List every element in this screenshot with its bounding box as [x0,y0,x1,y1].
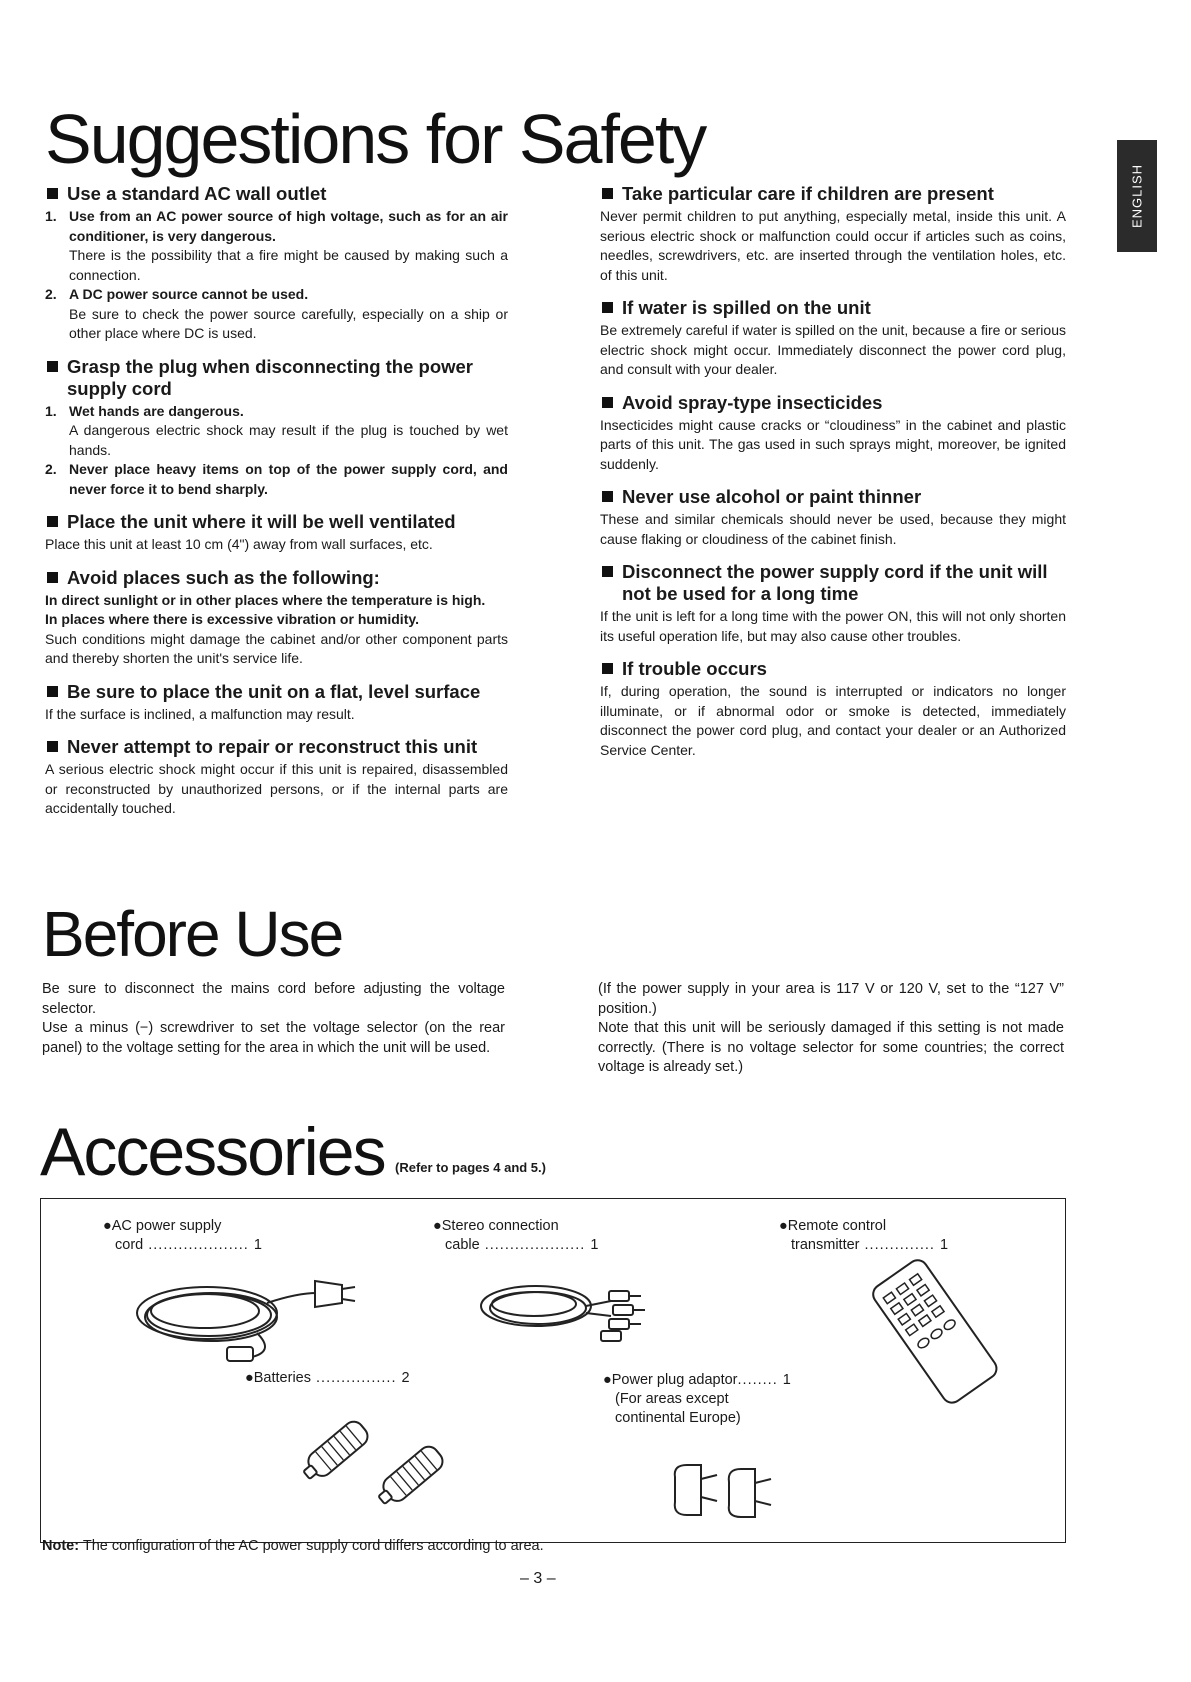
section-text: A serious electric shock might occur if this unit is repaired, disassembled or reconstructed by unauthorized persons, or if the internal parts are accidentally touched. [45,761,508,816]
section-heading: Use a standard AC wall outlet [45,183,508,205]
accessories-title: Accessories [40,1114,385,1190]
item-number: 1. [45,208,57,224]
list-item [45,402,508,422]
leader-dots: .............. [859,1237,940,1253]
safety-right-column [600,183,1066,772]
section-text: Never permit children to put anything, especially metal, inside this unit. A serious electric shock or malfunction could occur if articles such as coins, needles, screwdrivers, etc. are inserted through the ventilation holes, etc. of this unit. [600,208,1066,283]
accessories-box [40,1198,1066,1543]
leader-dots: ................ [310,1370,402,1386]
item-bold-text: Use from an AC power source of high voltage, such as for an air conditioner, is very dangerous. [69,208,508,244]
before-use-right [598,980,1064,1078]
section-text: These and similar chemicals should never be used, because they might cause flaking or cloudiness of the cabinet finish. [600,511,1066,547]
list-item [45,285,508,305]
note-text: The configuration of the AC power supply cord differs according to area. [82,1538,544,1554]
section-text: Place this unit at least 10 cm (4") away from wall surfaces, etc. [45,536,433,552]
section-heading: Avoid spray-type insecticides [600,392,1066,414]
item-text: There is the possibility that a fire might be caused by making such a connection. [69,247,508,283]
safety-section [600,392,1066,475]
section-text: Be extremely careful if water is spilled on the unit, because a fire or serious electric shock might occur. Immediately disconnect the power cord plug, and consult with your dealer. [600,322,1066,377]
item-bold-text: Never place heavy items on top of the power supply cord, and never force it to bend sharply. [69,461,508,497]
accessory-name: ●Stereo connection [433,1218,559,1234]
safety-section [600,183,1066,285]
item-number: 2. [45,286,57,302]
section-heading: Be sure to place the unit on a flat, level surface [45,681,508,703]
accessory-name-cont: cable [445,1237,480,1253]
accessories-note [42,1538,544,1554]
safety-section [45,681,508,725]
note-label: Note: [42,1538,80,1554]
section-bold-text: In direct sunlight or in other places where the temperature is high. [45,591,486,608]
accessory-batteries [245,1369,410,1388]
accessories-subtitle: (Refer to pages 4 and 5.) [395,1160,546,1175]
section-heading: Grasp the plug when disconnecting the power supply cord [45,356,508,400]
accessory-qty: 1 [590,1237,599,1253]
section-text: If the unit is left for a long time with the power ON, this will not only shorten its useful operation life, but may also cause other troubles. [600,608,1066,644]
accessory-name: ●Remote control [779,1218,887,1234]
safety-section [45,567,508,669]
leader-dots: .................... [143,1237,254,1253]
accessory-qty: 1 [939,1237,949,1253]
safety-left-column [45,183,508,831]
item-number: 1. [45,402,57,419]
item-text: Be sure to check the power source carefully, especially on a ship or other place where DC is used. [69,305,508,341]
section-heading: Never use alcohol or paint thinner [600,486,1066,508]
list-item [45,207,508,246]
before-use-text: (If the power supply in your area is 117 V or 120 V, set to the “127 V” position.) [598,981,1064,1017]
item-number: 2. [45,461,57,477]
stereo-cable-icon [476,1271,656,1351]
safety-section [600,561,1066,646]
accessory-remote [779,1217,948,1255]
section-text: If the surface is inclined, a malfunction may result. [45,705,355,722]
safety-section [45,736,508,819]
accessory-qty: 2 [401,1370,410,1386]
item-bold-text: Wet hands are dangerous. [69,402,244,419]
safety-section [45,356,508,500]
remote-control-icon [849,1257,1019,1407]
accessory-name: ●Power plug adaptor [603,1372,738,1388]
accessory-ac-cord [103,1217,262,1255]
safety-section [45,511,508,555]
accessory-name: ●AC power supply [103,1218,222,1234]
accessory-stereo-cable [433,1217,598,1255]
section-text: If, during operation, the sound is interrupted or indicators no longer illuminate, or if abnormal odor or smoke is detected, immediately disconnect the power cord plug, and contact your dealer or an Authorized Service Center. [600,683,1066,758]
safety-section [600,297,1066,380]
before-use-text: Use a minus (−) screwdriver to set the voltage selector (on the rear panel) to the voltage setting for the area in which the unit will be used. [42,1020,505,1056]
section-heading: If trouble occurs [600,658,1066,680]
section-bold-text: In places where there is excessive vibration or humidity. [45,611,419,627]
safety-section [600,658,1066,760]
leader-dots: .................... [479,1237,591,1253]
accessory-note: continental Europe) [615,1410,741,1426]
section-heading: Avoid places such as the following: [45,567,508,589]
accessory-qty: 1 [782,1372,791,1388]
accessory-name: ●Batteries [245,1370,311,1386]
before-use-left [42,980,505,1058]
accessory-plug-adaptor [603,1371,791,1428]
section-heading: If water is spilled on the unit [600,297,1066,319]
section-text: Insecticides might cause cracks or “cloudiness” in the cabinet and plastic parts of this unit. The gas used in such sprays might, moreover, be ignited suddenly. [600,416,1066,472]
item-bold-text: A DC power source cannot be used. [69,286,309,302]
before-use-text: Be sure to disconnect the mains cord before adjusting the voltage selector. [42,981,505,1017]
safety-section [45,183,508,344]
plug-adaptor-icon [667,1457,797,1527]
section-heading: Take particular care if children are present [600,183,1066,205]
before-use-title: Before Use [42,898,343,970]
language-tab [1117,140,1157,252]
section-heading: Disconnect the power supply cord if the unit will not be used for a long time [600,561,1066,605]
section-text: Such conditions might damage the cabinet and/or other component parts and thereby shorten the unit's service life. [45,630,508,666]
language-tab-label: ENGLISH [1129,163,1145,229]
accessory-qty: 1 [253,1237,262,1253]
before-use-text: Note that this unit will be seriously damaged if this setting is not made correctly. (There is no voltage selector for some countries; the correct voltage is already set.) [598,1020,1064,1075]
accessory-note: (For areas except [615,1391,729,1407]
leader-dots: ........ [737,1372,783,1388]
accessory-name-cont: transmitter [791,1237,860,1253]
list-item [45,460,508,499]
ac-cord-icon [127,1263,357,1363]
safety-title: Suggestions for Safety [45,100,706,178]
batteries-icon [295,1405,465,1515]
page-number: – 3 – [520,1570,556,1587]
section-heading: Never attempt to repair or reconstruct this unit [45,736,508,758]
item-text: A dangerous electric shock may result if the plug is touched by wet hands. [69,422,508,458]
safety-section [600,486,1066,549]
section-heading: Place the unit where it will be well ventilated [45,511,508,533]
accessory-name-cont: cord [115,1237,144,1253]
